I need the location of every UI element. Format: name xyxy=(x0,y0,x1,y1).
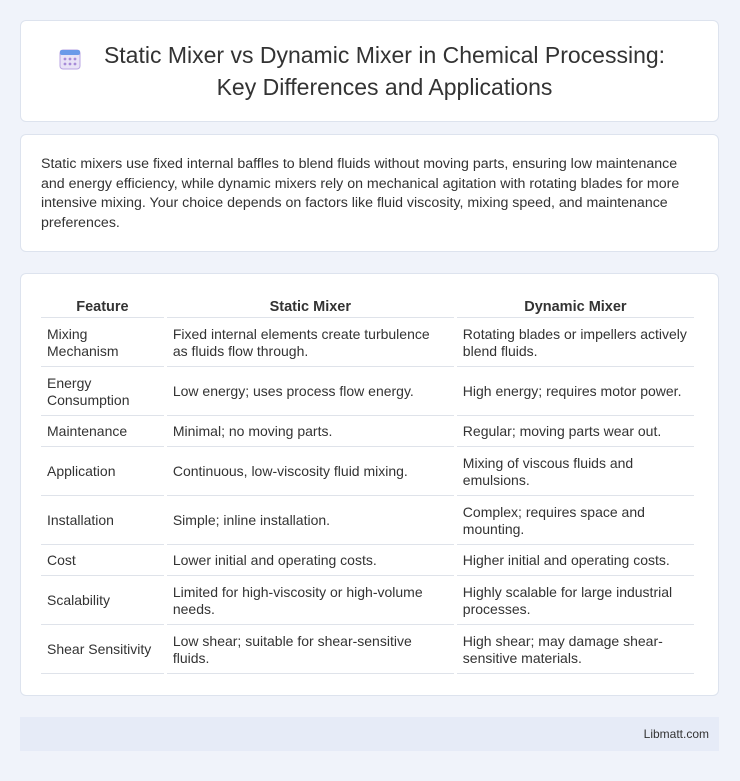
static-cell: Simple; inline installation. xyxy=(167,498,454,545)
table-header-row xyxy=(41,296,694,318)
static-cell: Low energy; uses process flow energy. xyxy=(167,369,454,416)
comparison-card xyxy=(20,273,719,696)
static-cell: Lower initial and operating costs. xyxy=(167,547,454,576)
dynamic-cell: Complex; requires space and mounting. xyxy=(457,498,694,545)
table-row xyxy=(41,320,694,367)
table-row xyxy=(41,547,694,576)
feature-cell: Energy Consumption xyxy=(41,369,164,416)
intro-paragraph: Static mixers use fixed internal baffles to blend fluids without moving parts, ensuring low maintenance and energy efficiency, while dynamic mixers rely on mechanical agitation with rotating blades for more intensive mixing. Your choice depends on factors like fluid viscosity, mixing speed, and maintenance preferences. xyxy=(41,156,680,231)
static-cell: Minimal; no moving parts. xyxy=(167,418,454,447)
table-row xyxy=(41,369,694,416)
dynamic-cell: Mixing of viscous fluids and emulsions. xyxy=(457,449,694,496)
dynamic-cell: Highly scalable for large industrial processes. xyxy=(457,578,694,625)
table-row xyxy=(41,418,694,447)
feature-cell: Mixing Mechanism xyxy=(41,320,164,367)
intro-card xyxy=(20,134,719,252)
feature-cell: Scalability xyxy=(41,578,164,625)
feature-cell: Shear Sensitivity xyxy=(41,627,164,674)
feature-cell: Installation xyxy=(41,498,164,545)
page-title: Static Mixer vs Dynamic Mixer in Chemical Processing: Key Differences and Applications xyxy=(103,42,666,100)
comparison-table xyxy=(38,294,697,676)
dynamic-cell: Higher initial and operating costs. xyxy=(457,547,694,576)
static-cell: Limited for high-viscosity or high-volume needs. xyxy=(167,578,454,625)
static-cell: Low shear; suitable for shear-sensitive fluids. xyxy=(167,627,454,674)
dynamic-cell: High shear; may damage shear-sensitive materials. xyxy=(457,627,694,674)
header-feature: Feature xyxy=(41,296,164,318)
static-cell: Continuous, low-viscosity fluid mixing. xyxy=(167,449,454,496)
header-static-mixer: Static Mixer xyxy=(167,296,454,318)
static-cell: Fixed internal elements create turbulence as fluids flow through. xyxy=(167,320,454,367)
table-row xyxy=(41,627,694,674)
table-row xyxy=(41,498,694,545)
feature-cell: Maintenance xyxy=(41,418,164,447)
table-row xyxy=(41,578,694,625)
dynamic-cell: High energy; requires motor power. xyxy=(457,369,694,416)
feature-cell: Application xyxy=(41,449,164,496)
footer-site-link[interactable]: Libmatt.com xyxy=(643,727,709,741)
dynamic-cell: Regular; moving parts wear out. xyxy=(457,418,694,447)
header-dynamic-mixer: Dynamic Mixer xyxy=(457,296,694,318)
dynamic-cell: Rotating blades or impellers actively blend fluids. xyxy=(457,320,694,367)
table-row xyxy=(41,449,694,496)
footer xyxy=(20,717,719,751)
feature-cell: Cost xyxy=(41,547,164,576)
title-card xyxy=(20,20,719,122)
